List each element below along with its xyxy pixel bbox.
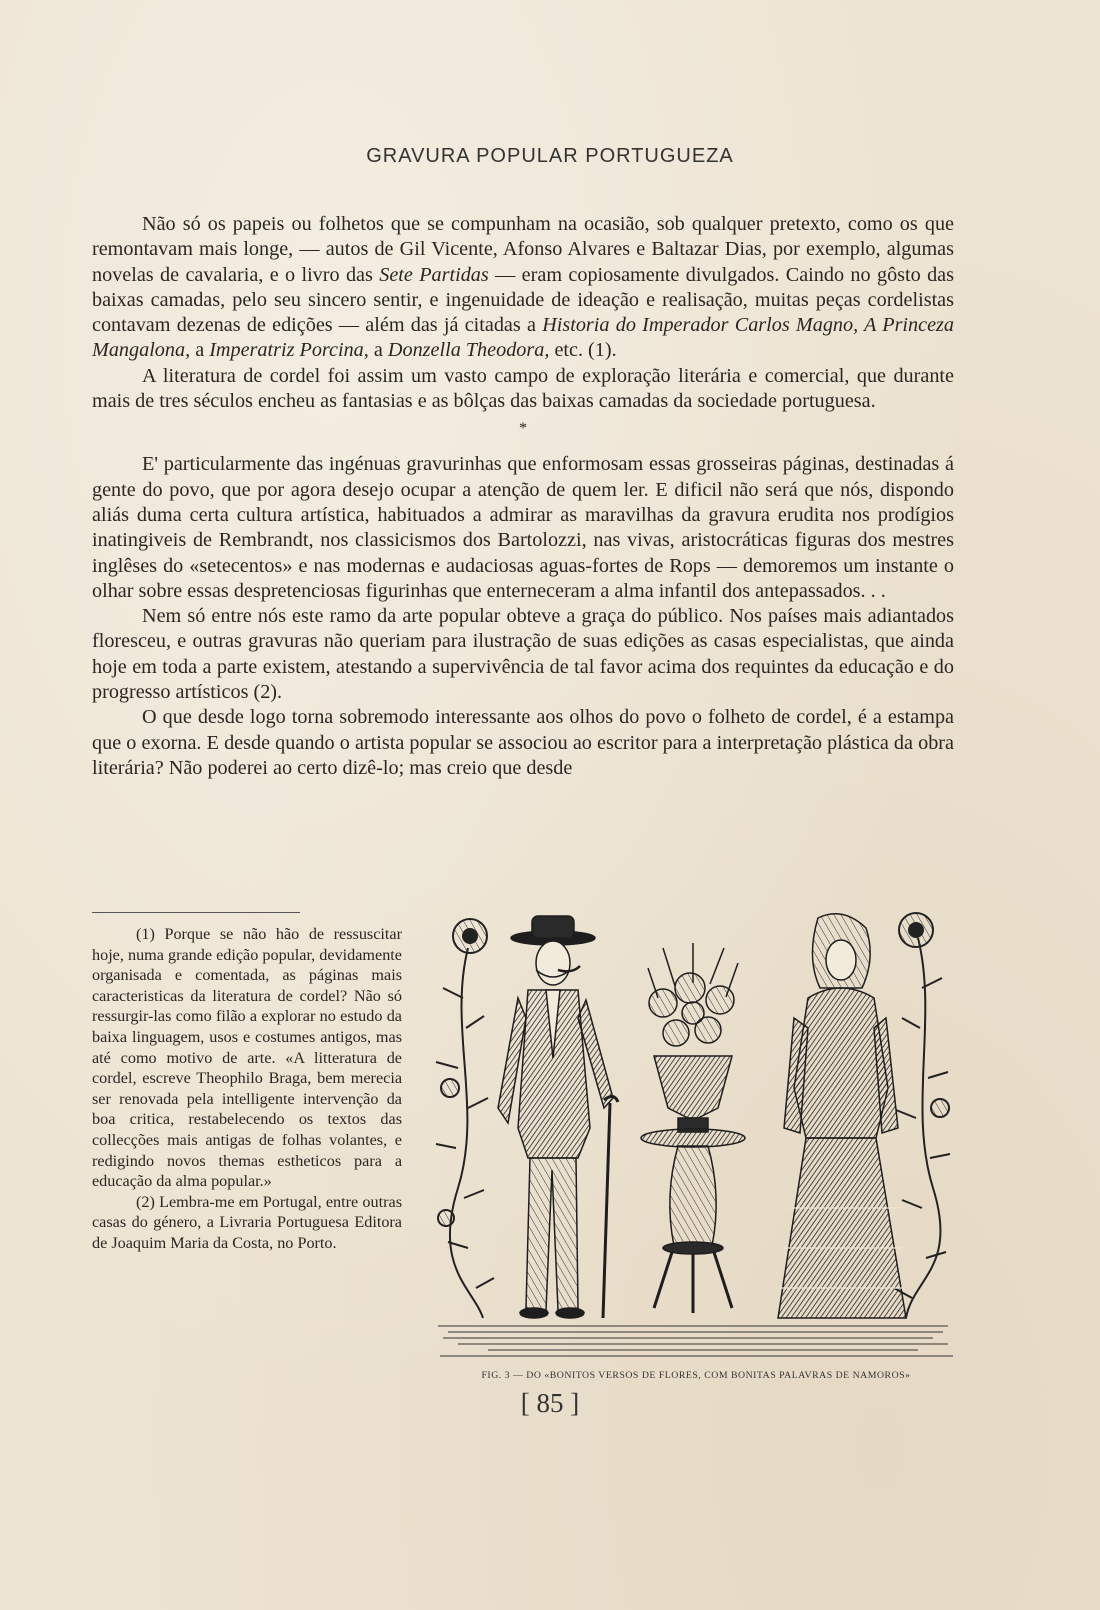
woodcut-illustration [428, 908, 958, 1361]
ground-lines [438, 1326, 953, 1356]
footnote-2: (2) Lembra-me em Portugal, entre outras casas do género, a Livraria Portuguesa Editora de Joaquim Maria da Costa, no Porto. [92, 1192, 402, 1252]
left-vine-ornament [436, 919, 494, 1318]
italic-title-imperatriz-porcina: Imperatriz Porcina, [209, 339, 369, 362]
section-asterisk: * [519, 420, 527, 438]
paragraph-5: O que desde logo torna sobremodo interessante aos olhos do povo o folheto de cordel, é a estampa que o exorna. E desde quando o artista popular se associou ao escritor para a interpretação plástica da obra literária? Não poderei ao certo dizê-lo; mas creio que desde [92, 706, 954, 779]
italic-title-sete-partidas: Sete Partidas [379, 263, 489, 286]
italic-title-carlos-magno: Historia do Imperador Carlos Magno, A Princeza Mangalona, [92, 314, 954, 362]
right-vine-ornament [894, 913, 950, 1318]
flower-vase-pedestal [641, 943, 745, 1313]
paragraph-1: Não só os papeis ou folhetos que se compunham na ocasião, sob qualquer pretexto, como os que remontavam mais longe, — autos de Gil Vicente, Afonso Alvares e Baltazar Dias, por exemplo, algumas novelas de cavalaria, e o livro das Sete Partidas — eram copiosamente divulgados. Caindo no gôsto das baixas camadas, pelo seu sincero sentir, e ingenuidade de ideação e realisação, muitas peças cordelistas contavam dezenas de edições — além das já citadas a Historia do Imperador Carlos Magno, A Princeza Mangalona, a Imperatriz Porcina, a Donzella Theodora, etc. (1). [92, 213, 954, 362]
footnote-1: (1) Porque se não hão de ressuscitar hoje, numa grande edição popular, devidamente organisada e comentada, as páginas mais caracteristicas da literatura de cordel? Não só ressurgir-las como filão a explorar no estudo da baixa linguagem, usos e costumes antigos, mas até como motivo de arte. «A litteratura de cordel, escreve Theophilo Braga, bem merecia ser renovada pela intelligente intervenção da boa critica, restabelecendo os textos das collecções mais antigas de folhas volantes, e redigindo novos themas estheticos para a educação da alma popular.» [92, 925, 402, 1191]
main-text [92, 212, 954, 781]
italic-title-donzella-theodora: Donzella Theodora, [387, 339, 550, 362]
woodcut-drawing [428, 908, 958, 1361]
man-figure [498, 916, 618, 1318]
paragraph-4: Nem só entre nós este ramo da arte popular obteve a graça do público. Nos países mais adiantados floresceu, e outras gravuras não queriam para ilustração de suas edições as casas especialistas, que ainda hoje em toda a parte existem, atestando a supervivência de tal favor acima dos requintes da educação e do progresso artísticos (2). [92, 605, 954, 704]
running-title: GRAVURA POPULAR PORTUGUEZA [366, 145, 734, 167]
paragraph-2: A literatura de cordel foi assim um vasto campo de exploração literária e comercial, que durante mais de tres séculos encheu as fantasias e as bôlças das baixas camadas da sociedade portuguesa. [92, 364, 954, 413]
woman-figure [778, 914, 906, 1318]
footnotes [92, 924, 402, 1254]
footnote-divider [92, 912, 300, 913]
figure-caption: FIG. 3 — DO «BONITOS VERSOS DE FLORES, COM BONITAS PALAVRAS DE NAMOROS» [481, 1370, 911, 1381]
paragraph-3: E' particularmente das ingénuas gravurinhas que enformosam essas grosseiras páginas, destinadas á gente do povo, que por agora desejo ocupar a atenção de quem ler. E dificil não será que nós, dispondo aliás duma certa cultura artística, habituados a admirar as maravilhas da gravura erudita nos prodígios inatingiveis de Rembrandt, nos classicismos dos Bartolozzi, nas vivas, aristocráticas figuras dos mestres inglêses do «setecentos» e nas modernas e audaciosas aguas-fortes de Rops — demoremos um instante o olhar sobre essas despretenciosas figurinhas que enterneceram a alma infantil dos antepassados. . . [92, 453, 954, 602]
page-number: [ 85 ] [520, 1388, 580, 1418]
